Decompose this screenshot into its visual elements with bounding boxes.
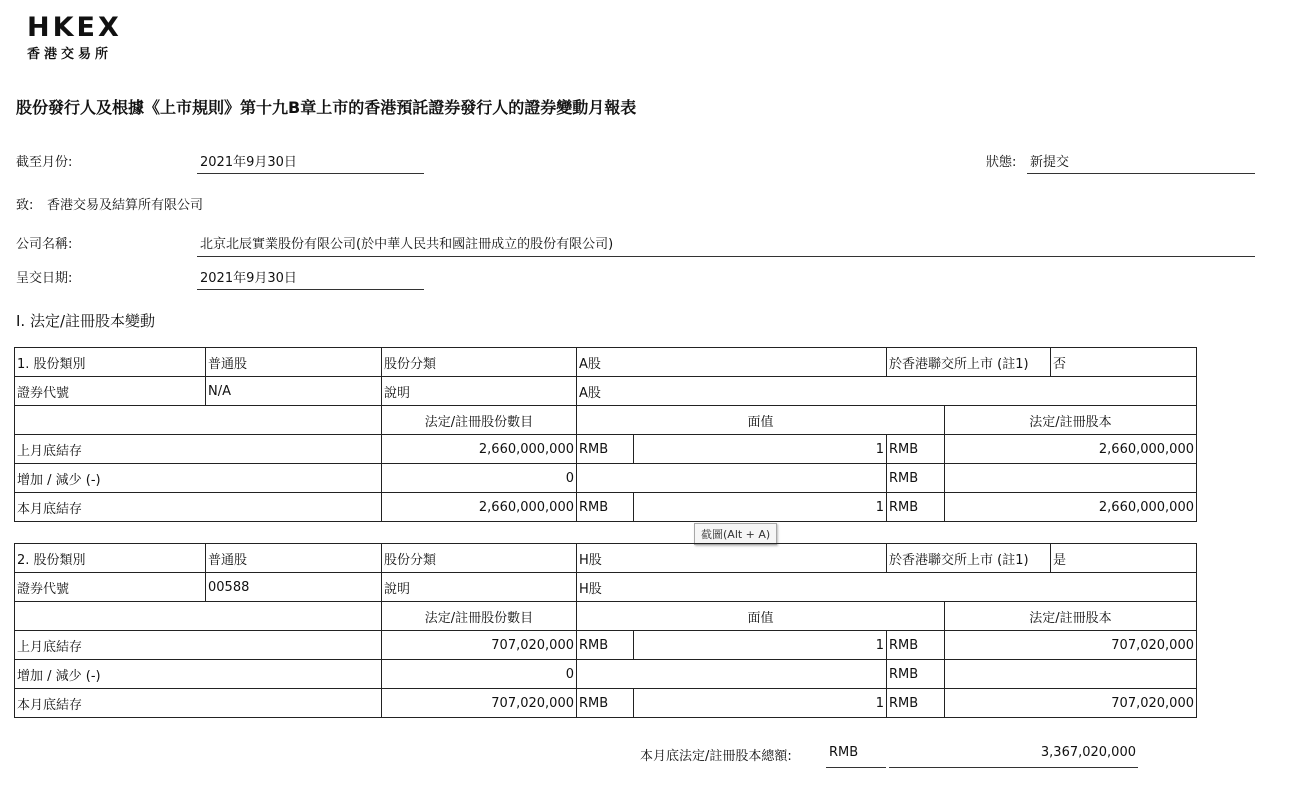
submission-date-label: 呈交日期: [16, 271, 73, 286]
table-row: 增加 / 減少 (-) 0 RMB [15, 660, 1197, 689]
screenshot-tooltip: 截圖(Alt + A) [694, 523, 777, 545]
column-header-row [15, 602, 1197, 631]
table-row: 增加 / 減少 (-) 0 RMB [15, 464, 1197, 493]
listed-value: 否 [1051, 348, 1197, 377]
class-label: 1. 股份類別 [15, 348, 206, 377]
submission-date-underline [197, 289, 424, 290]
class-label: 2. 股份類別 [15, 544, 206, 573]
share-class-table-1 [14, 347, 1197, 522]
column-header-row [15, 406, 1197, 435]
code-label: 證券代號 [15, 573, 206, 602]
capital-column-header: 法定/註冊股本 [945, 602, 1197, 631]
period-underline [197, 173, 424, 174]
desc-label: 說明 [382, 377, 577, 406]
desc-value: A股 [577, 377, 1197, 406]
total-capital-currency: RMB [829, 745, 859, 760]
section-title: I. 法定/註冊股本變動 [16, 312, 156, 330]
class-row [15, 544, 1197, 573]
status-value: 新提交 [1030, 155, 1070, 170]
type-value: H股 [577, 544, 887, 573]
table-row: 上月底結存 2,660,000,000 RMB 1 RMB 2,660,000,000 [15, 435, 1197, 464]
submission-date-value: 2021年9月30日 [200, 271, 297, 286]
code-row [15, 377, 1197, 406]
type-label: 股份分類 [382, 348, 577, 377]
recipient-label: 致: [16, 198, 34, 213]
desc-value: H股 [577, 573, 1197, 602]
page-title: 股份發行人及根據《上市規則》第十九B章上市的香港預託證券發行人的證券變動月報表 [16, 98, 637, 117]
shares-column-header: 法定/註冊股份數目 [382, 602, 577, 631]
type-value: A股 [577, 348, 887, 377]
code-value: 00588 [206, 573, 382, 602]
class-value: 普通股 [206, 544, 382, 573]
table-row: 本月底結存 707,020,000 RMB 1 RMB 707,020,000 [15, 689, 1197, 718]
code-row [15, 573, 1197, 602]
company-underline [197, 256, 1255, 257]
listed-label: 於香港聯交所上市 (註1) [887, 544, 1051, 573]
period-value: 2021年9月30日 [200, 155, 297, 170]
code-value: N/A [206, 377, 382, 406]
hkex-logo: HKEX [27, 12, 122, 43]
par-column-header: 面值 [577, 602, 945, 631]
code-label: 證券代號 [15, 377, 206, 406]
total-currency-underline [826, 767, 886, 768]
par-column-header: 面值 [577, 406, 945, 435]
share-class-table-2 [14, 543, 1197, 718]
table-row: 本月底結存 2,660,000,000 RMB 1 RMB 2,660,000,000 [15, 493, 1197, 522]
capital-column-header: 法定/註冊股本 [945, 406, 1197, 435]
total-capital-label: 本月底法定/註冊股本總額: [640, 749, 792, 764]
status-underline [1027, 173, 1255, 174]
total-value-underline [889, 767, 1138, 768]
listed-label: 於香港聯交所上市 (註1) [887, 348, 1051, 377]
class-value: 普通股 [206, 348, 382, 377]
period-label: 截至月份: [16, 155, 73, 170]
listed-value: 是 [1051, 544, 1197, 573]
status-label: 狀態: [986, 155, 1017, 170]
company-name-label: 公司名稱: [16, 237, 73, 252]
total-capital-value: 3,367,020,000 [1040, 745, 1136, 760]
desc-label: 說明 [382, 573, 577, 602]
class-row [15, 348, 1197, 377]
hkex-logo-chinese: 香港交易所 [27, 47, 113, 62]
recipient-value: 香港交易及結算所有限公司 [47, 198, 204, 213]
company-name-value: 北京北辰實業股份有限公司(於中華人民共和國註冊成立的股份有限公司) [200, 237, 614, 252]
table-row: 上月底結存 707,020,000 RMB 1 RMB 707,020,000 [15, 631, 1197, 660]
type-label: 股份分類 [382, 544, 577, 573]
shares-column-header: 法定/註冊股份數目 [382, 406, 577, 435]
